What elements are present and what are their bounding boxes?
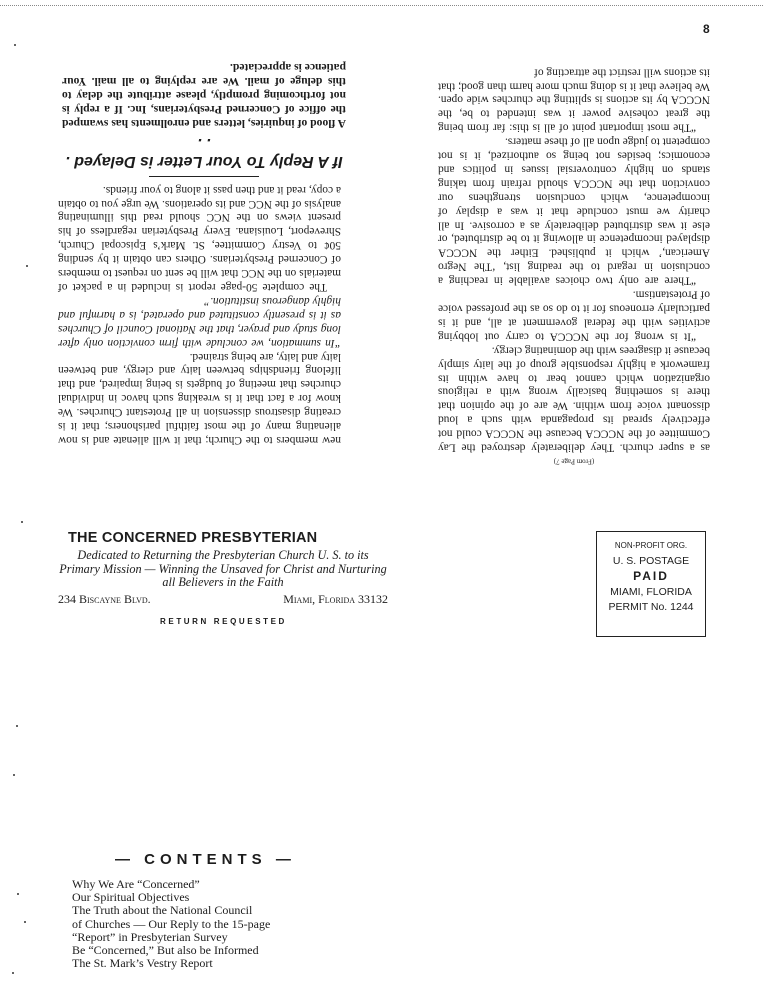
right-article-column: [438, 64, 710, 469]
contents-item: “Report” in Presbyterian Survey: [72, 929, 228, 944]
publication-title: THE CONCERNED PRESBYTERIAN: [68, 530, 318, 546]
scan-speck: [12, 972, 14, 974]
contents-item: The St. Mark’s Vestry Report: [72, 956, 213, 971]
contents-item: of Churches — Our Reply to the 15-page: [72, 916, 271, 931]
address-street: 234 Biscayne Blvd.: [58, 591, 151, 606]
article-paragraph: new members to the Church; that it will alienate and is now alienating many of the most faithful parishoners; that it is creating disastrous dissension in all Protestant Churches. We know for a fact that it is wreaking such havoc in individual churches that meeting of budgets is being impaired, and that lifelong friendships between laity and clergy, and between laity and laity, are being strained.: [58, 350, 341, 447]
divider-rule: [149, 176, 259, 177]
contents-item: The Truth about the National Council: [72, 903, 253, 918]
contents-item: Our Spiritual Objectives: [72, 890, 190, 905]
postage-line: MIAMI, FLORIDA: [610, 585, 692, 598]
address-city: Miami, Florida 33132: [283, 591, 388, 606]
article-paragraph: “It is wrong for the NCCCA to carry out lobbying activities with the federal government at all, and it is particularly erroneous for it to do so as the professed voice of Protestantism.: [438, 288, 710, 343]
scan-speck: [26, 265, 28, 267]
contents-item: Be “Concerned,” But also be Informed: [72, 943, 259, 958]
postage-permit: PERMIT No. 1244: [608, 601, 694, 614]
scan-speck: [14, 44, 16, 46]
scan-speck: [13, 774, 15, 776]
article-quote: “In summation, we conclude with firm conviction only after long study and prayer, that the National Council of Churches as it is presently constituted and operated, is a harmful and highly dangerous institution.”: [58, 295, 341, 349]
scan-speck: [16, 725, 18, 727]
article-paragraph: “There are only two choices available in reaching a conclusion in regard to the reading list, ‘The Negro American,’ which it published. Either the NCCCA displayed incompetence in allowing it to be distributed, or else it was distributed deliberately as a corrosive. In all charity we must conclude that it was a display of incompetence, which conclusion strengthens our conviction that the NCCCA should refrain from taking stands on highly controversial issues in politics and economics; besides not being so authorized, it is not competent to judge upon all of these matters.: [438, 135, 710, 287]
scan-speck: [17, 893, 19, 895]
postage-line: U. S. POSTAGE: [612, 554, 690, 567]
article-paragraph: “The most important point of all is this: far from being the great cohesive power it was intended to be, the NCCCA by its actions is splitting the churches wide open. We believe that it is doing much more harm than good; that its actions will restrict the attracting of: [438, 65, 710, 134]
postage-paid: PAID: [633, 569, 669, 584]
delay-notice: [62, 60, 346, 187]
from-page-note: (From Page 7): [553, 457, 595, 466]
postage-indicia: [596, 531, 706, 637]
article-paragraph: as a super church. They deliberately destroyed the Lay Committee of the NCCCA because the NCCCA could not effectively spread its propaganda with such a loud dissonant voice from within. We are of the opinion that there is something basically wrong with a religious organization which cannot bear to have within its framework a highly responsible group of the laity simply because it disagrees with the dominating clergy.: [438, 344, 710, 454]
article-paragraph: The complete 50-page report is included in a packet of materials on the NCC that will be sent on request to members of Concerned Presbyterians. Others can obtain it by sending 50¢ to Vestry Committee, St. Mark’s Episcopal Church, Shreveport, Louisiana. Every Presbyterian regardless of his present views on the NCC should read this illuminating analysis of the NCC and its operations. We urge you to obtain a copy, read it and then pass it along to your friends.: [58, 183, 341, 294]
contents-heading: — CONTENTS —: [115, 851, 296, 868]
postage-line: NON-PROFIT ORG.: [614, 541, 688, 550]
page-top-border: [0, 5, 763, 6]
delay-notice-title: If A Reply To Your Letter is Delayed . . .: [65, 135, 343, 170]
contents-list: [72, 878, 270, 970]
contents-item: Why We Are “Concerned”: [72, 877, 200, 891]
return-requested: RETURN REQUESTED: [160, 616, 287, 626]
scan-speck: [24, 921, 26, 923]
masthead: [58, 530, 398, 626]
publication-tagline: Dedicated to Returning the Presbyterian Church U. S. to its Primary Mission — Winning the Unsaved for Christ and Nurturing all Believers in the Faith: [59, 548, 387, 589]
delay-notice-body: A flood of inquiries, letters and enrollments has swamped the office of Concerned Presbyterians, Inc. If a reply is not forthcoming promptly, please attribute the delay to this deluge of mail. We are replying to all mail. Your patience is appreciated.: [62, 61, 346, 130]
publication-address: [58, 592, 388, 607]
left-article-column: [58, 182, 341, 446]
scan-speck: [21, 521, 23, 523]
page-number: 8: [703, 22, 710, 36]
